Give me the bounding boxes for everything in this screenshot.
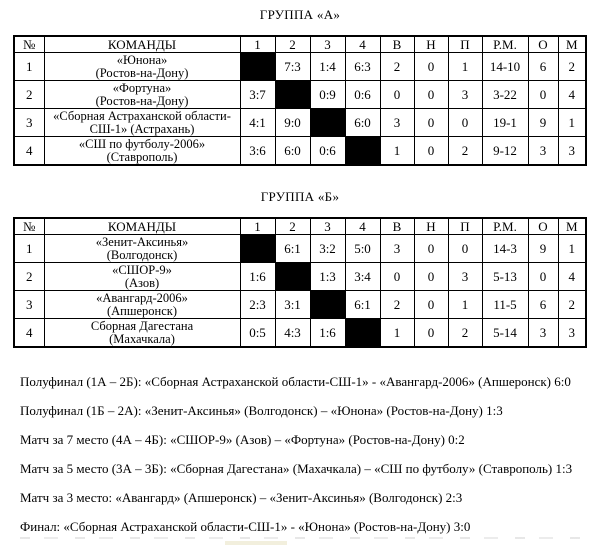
playoff-results bbox=[0, 374, 600, 535]
cell-draws: 0 bbox=[414, 235, 448, 263]
table-row bbox=[14, 235, 586, 263]
cell-team bbox=[44, 109, 240, 137]
cell-score: 0:6 bbox=[310, 137, 345, 166]
table-row bbox=[14, 263, 586, 291]
group-a-title: ГРУППА «А» bbox=[259, 7, 341, 22]
team-name: «Зенит-Аксинья» bbox=[95, 234, 189, 249]
cell-score: 0:6 bbox=[345, 81, 380, 109]
cell-score: 1:3 bbox=[310, 263, 345, 291]
cell-score: 1:4 bbox=[310, 53, 345, 81]
col-header-opp1: 1 bbox=[240, 36, 275, 53]
cell-place: 2 bbox=[558, 291, 586, 319]
cell-wins: 1 bbox=[380, 137, 414, 166]
cell-goal-diff: 9-12 bbox=[482, 137, 528, 166]
cell-losses: 1 bbox=[448, 291, 482, 319]
cell-diagonal-black bbox=[345, 319, 380, 348]
cell-rank: 1 bbox=[14, 235, 44, 263]
cell-diagonal-black bbox=[240, 53, 275, 81]
cell-score: 3:1 bbox=[275, 291, 310, 319]
col-header-goal-diff: Р.М. bbox=[482, 36, 528, 53]
cell-team bbox=[44, 319, 240, 348]
col-header-teams: КОМАНДЫ bbox=[44, 36, 240, 53]
cell-wins: 3 bbox=[380, 235, 414, 263]
cell-wins: 2 bbox=[380, 291, 414, 319]
cell-score: 2:3 bbox=[240, 291, 275, 319]
cell-draws: 0 bbox=[414, 53, 448, 81]
cell-goal-diff: 5-14 bbox=[482, 319, 528, 348]
cell-losses: 2 bbox=[448, 319, 482, 348]
cell-score: 3:4 bbox=[345, 263, 380, 291]
table-row bbox=[14, 319, 586, 348]
cutoff-highlight-smudge bbox=[225, 541, 287, 545]
col-header-number: № bbox=[14, 218, 44, 235]
cell-score: 6:1 bbox=[275, 235, 310, 263]
cell-score: 3:7 bbox=[240, 81, 275, 109]
cell-score: 6:0 bbox=[275, 137, 310, 166]
col-header-draws: Н bbox=[414, 36, 448, 53]
col-header-number: № bbox=[14, 36, 44, 53]
team-city: (Волгодонск) bbox=[106, 247, 178, 262]
result-line-3rd-place: Матч за 3 место: «Авангард» (Апшеронск) – «Зенит-Аксинья» (Волгодонск) 2:3 bbox=[20, 490, 463, 505]
col-header-opp2: 2 bbox=[275, 36, 310, 53]
cell-goal-diff: 19-1 bbox=[482, 109, 528, 137]
team-city: (Апшеронск) bbox=[106, 303, 178, 318]
cell-goal-diff: 5-13 bbox=[482, 263, 528, 291]
table-row bbox=[14, 291, 586, 319]
table-row bbox=[14, 81, 586, 109]
cell-losses: 3 bbox=[448, 81, 482, 109]
cell-wins: 0 bbox=[380, 81, 414, 109]
cell-score: 6:3 bbox=[345, 53, 380, 81]
cell-draws: 0 bbox=[414, 109, 448, 137]
cell-diagonal-black bbox=[310, 291, 345, 319]
group-b-table bbox=[13, 217, 587, 348]
cell-place: 3 bbox=[558, 137, 586, 166]
cell-wins: 0 bbox=[380, 263, 414, 291]
team-city: (Махачкала) bbox=[109, 331, 175, 346]
cell-draws: 0 bbox=[414, 263, 448, 291]
col-header-opp3: 3 bbox=[310, 218, 345, 235]
cell-place: 1 bbox=[558, 109, 586, 137]
col-header-goal-diff: Р.М. bbox=[482, 218, 528, 235]
team-city: СШ-1» (Астрахань) bbox=[89, 121, 195, 136]
col-header-wins: В bbox=[380, 218, 414, 235]
cell-losses: 1 bbox=[448, 53, 482, 81]
col-header-points: О bbox=[528, 218, 558, 235]
cell-goal-diff: 3-22 bbox=[482, 81, 528, 109]
team-name: «СШОР-9» bbox=[112, 262, 172, 277]
table-row bbox=[14, 53, 586, 81]
team-name: «Юнона» bbox=[116, 52, 168, 67]
cell-points: 6 bbox=[528, 53, 558, 81]
cell-rank: 1 bbox=[14, 53, 44, 81]
col-header-opp4: 4 bbox=[345, 36, 380, 53]
cell-score: 0:5 bbox=[240, 319, 275, 348]
team-city: (Ставрополь) bbox=[106, 149, 178, 164]
cell-place: 4 bbox=[558, 263, 586, 291]
cell-score: 0:9 bbox=[310, 81, 345, 109]
table-header-row bbox=[14, 36, 586, 53]
cell-score: 6:1 bbox=[345, 291, 380, 319]
cell-goal-diff: 14-3 bbox=[482, 235, 528, 263]
cell-losses: 0 bbox=[448, 235, 482, 263]
cell-team bbox=[44, 53, 240, 81]
cell-rank: 2 bbox=[14, 81, 44, 109]
team-city: (Ростов-на-Дону) bbox=[95, 93, 189, 108]
col-header-place: М bbox=[558, 218, 586, 235]
cell-rank: 3 bbox=[14, 291, 44, 319]
col-header-opp3: 3 bbox=[310, 36, 345, 53]
cell-diagonal-black bbox=[275, 263, 310, 291]
cell-diagonal-black bbox=[345, 137, 380, 166]
cell-place: 3 bbox=[558, 319, 586, 348]
col-header-points: О bbox=[528, 36, 558, 53]
col-header-draws: Н bbox=[414, 218, 448, 235]
cell-points: 3 bbox=[528, 137, 558, 166]
team-name: «Авангард-2006» bbox=[96, 290, 188, 305]
cell-score: 6:0 bbox=[345, 109, 380, 137]
cell-diagonal-black bbox=[310, 109, 345, 137]
cell-points: 3 bbox=[528, 319, 558, 348]
table-header-row bbox=[14, 218, 586, 235]
cell-rank: 2 bbox=[14, 263, 44, 291]
cell-score: 1:6 bbox=[240, 263, 275, 291]
cell-team bbox=[44, 291, 240, 319]
cell-place: 4 bbox=[558, 81, 586, 109]
cell-draws: 0 bbox=[414, 137, 448, 166]
team-city: (Ростов-на-Дону) bbox=[95, 65, 189, 80]
cell-score: 3:6 bbox=[240, 137, 275, 166]
cell-losses: 2 bbox=[448, 137, 482, 166]
cell-score: 3:2 bbox=[310, 235, 345, 263]
cell-score: 7:3 bbox=[275, 53, 310, 81]
cell-team bbox=[44, 81, 240, 109]
cutoff-next-line bbox=[20, 537, 580, 539]
cell-team bbox=[44, 137, 240, 166]
col-header-opp1: 1 bbox=[240, 218, 275, 235]
cell-losses: 3 bbox=[448, 263, 482, 291]
cell-wins: 2 bbox=[380, 53, 414, 81]
result-line-5th-place: Матч за 5 место (3А – 3Б): «Сборная Дагестана» (Махачкала) – «СШ по футболу» (Ставрополь) 1:3 bbox=[20, 461, 573, 476]
team-name: «Сборная Астраханской области- bbox=[53, 108, 231, 123]
cell-draws: 0 bbox=[414, 291, 448, 319]
cell-score: 4:1 bbox=[240, 109, 275, 137]
col-header-losses: П bbox=[448, 218, 482, 235]
cell-points: 9 bbox=[528, 235, 558, 263]
cell-rank: 4 bbox=[14, 137, 44, 166]
col-header-opp4: 4 bbox=[345, 218, 380, 235]
cell-score: 5:0 bbox=[345, 235, 380, 263]
col-header-teams: КОМАНДЫ bbox=[44, 218, 240, 235]
col-header-losses: П bbox=[448, 36, 482, 53]
col-header-opp2: 2 bbox=[275, 218, 310, 235]
cell-rank: 4 bbox=[14, 319, 44, 348]
cell-draws: 0 bbox=[414, 81, 448, 109]
cell-losses: 0 bbox=[448, 109, 482, 137]
cell-goal-diff: 11-5 bbox=[482, 291, 528, 319]
result-line-semifinal-2: Полуфинал (1Б – 2А): «Зенит-Аксинья» (Волгодонск) – «Юнона» (Ростов-на-Дону) 1:3 bbox=[20, 403, 503, 418]
group-b-title: ГРУППА «Б» bbox=[260, 189, 340, 204]
cell-draws: 0 bbox=[414, 319, 448, 348]
team-name: «Фортуна» bbox=[112, 80, 172, 95]
cell-points: 0 bbox=[528, 263, 558, 291]
cell-goal-diff: 14-10 bbox=[482, 53, 528, 81]
group-a-table bbox=[13, 35, 587, 166]
cell-diagonal-black bbox=[275, 81, 310, 109]
cell-score: 9:0 bbox=[275, 109, 310, 137]
cell-score: 1:6 bbox=[310, 319, 345, 348]
cell-team bbox=[44, 263, 240, 291]
cell-score: 4:3 bbox=[275, 319, 310, 348]
cell-rank: 3 bbox=[14, 109, 44, 137]
team-name: «СШ по футболу-2006» bbox=[78, 136, 206, 151]
col-header-place: М bbox=[558, 36, 586, 53]
team-city: (Азов) bbox=[124, 275, 160, 290]
cell-place: 1 bbox=[558, 235, 586, 263]
result-line-final: Финал: «Сборная Астраханской области-СШ-1» - «Юнона» (Ростов-на-Дону) 3:0 bbox=[20, 519, 471, 534]
cell-place: 2 bbox=[558, 53, 586, 81]
table-row bbox=[14, 109, 586, 137]
result-line-semifinal-1: Полуфинал (1А – 2Б): «Сборная Астраханской области-СШ-1» - «Авангард-2006» (Апшеронск) 6:0 bbox=[20, 374, 571, 389]
team-name: Сборная Дагестана bbox=[90, 318, 194, 333]
col-header-wins: В bbox=[380, 36, 414, 53]
cell-points: 6 bbox=[528, 291, 558, 319]
result-line-7th-place: Матч за 7 место (4А – 4Б): «СШОР-9» (Азов) – «Фортуна» (Ростов-на-Дону) 0:2 bbox=[20, 432, 465, 447]
table-row bbox=[14, 137, 586, 166]
cell-wins: 3 bbox=[380, 109, 414, 137]
cell-team bbox=[44, 235, 240, 263]
cell-diagonal-black bbox=[240, 235, 275, 263]
cell-wins: 1 bbox=[380, 319, 414, 348]
cell-points: 9 bbox=[528, 109, 558, 137]
cell-points: 0 bbox=[528, 81, 558, 109]
